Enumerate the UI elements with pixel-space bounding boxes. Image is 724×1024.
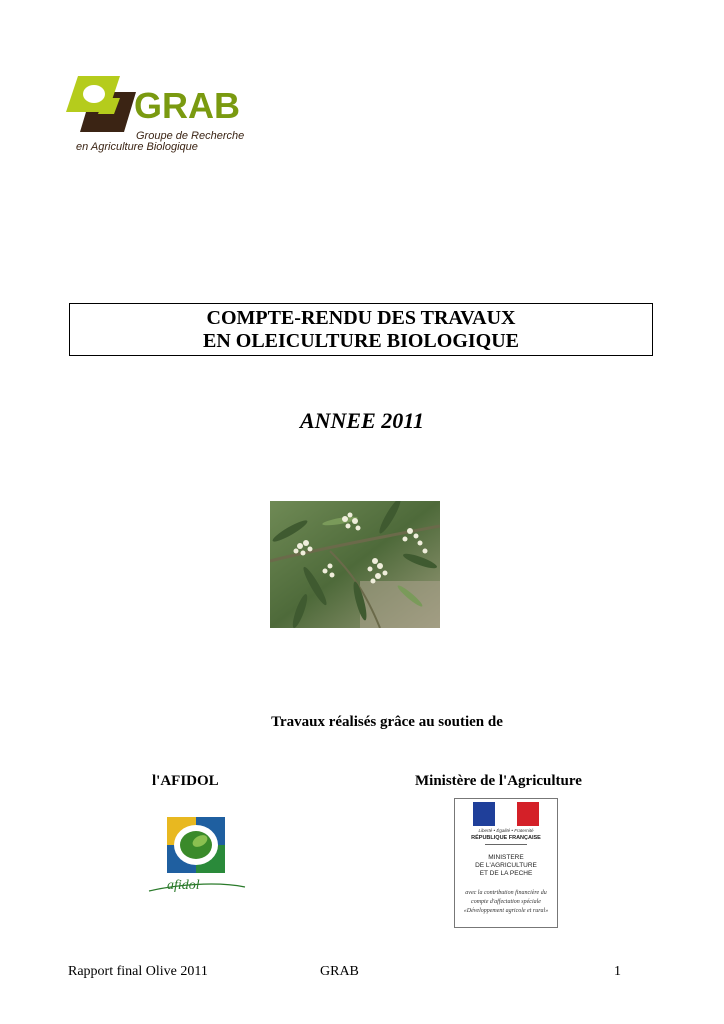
ministry-contribution: avec la contribution financière du compte d'affectation spéciale «Développement agricole et rural» <box>463 890 549 914</box>
footer-page-number: 1 <box>614 964 621 979</box>
ministry-divider <box>485 844 527 845</box>
partner-afidol-label: l'AFIDOL <box>152 773 219 789</box>
ministry-name: MINISTERE DE L'AGRICULTURE ET DE LA PECHE <box>475 854 537 877</box>
support-intro: Travaux réalisés grâce au soutien de <box>271 714 503 730</box>
grab-logo-subtitle-1: Groupe de Recherche <box>136 130 245 142</box>
afidol-logo <box>145 815 247 897</box>
footer-report-title: Rapport final Olive 2011 <box>68 964 208 979</box>
partner-ministry-label: Ministère de l'Agriculture <box>415 773 582 789</box>
ministry-republic: RÉPUBLIQUE FRANÇAISE <box>471 835 541 841</box>
title-box <box>69 303 653 356</box>
grab-logo-word: GRAB <box>134 85 240 126</box>
french-flag-icon <box>473 802 539 826</box>
ministry-logo <box>454 798 558 928</box>
title-line-1: COMPTE-RENDU DES TRAVAUX <box>206 306 516 329</box>
grab-logo-subtitle-2: en Agriculture Biologique <box>76 141 198 153</box>
grab-logo <box>64 74 254 158</box>
ministry-motto: Liberté • Égalité • Fraternité <box>478 828 534 833</box>
afidol-logo-text: afidol <box>167 878 200 893</box>
year-heading: ANNEE 2011 <box>299 408 425 433</box>
footer-organization: GRAB <box>320 964 359 979</box>
title-line-2: EN OLEICULTURE BIOLOGIQUE <box>202 329 519 352</box>
olive-flower-photo <box>270 501 440 628</box>
